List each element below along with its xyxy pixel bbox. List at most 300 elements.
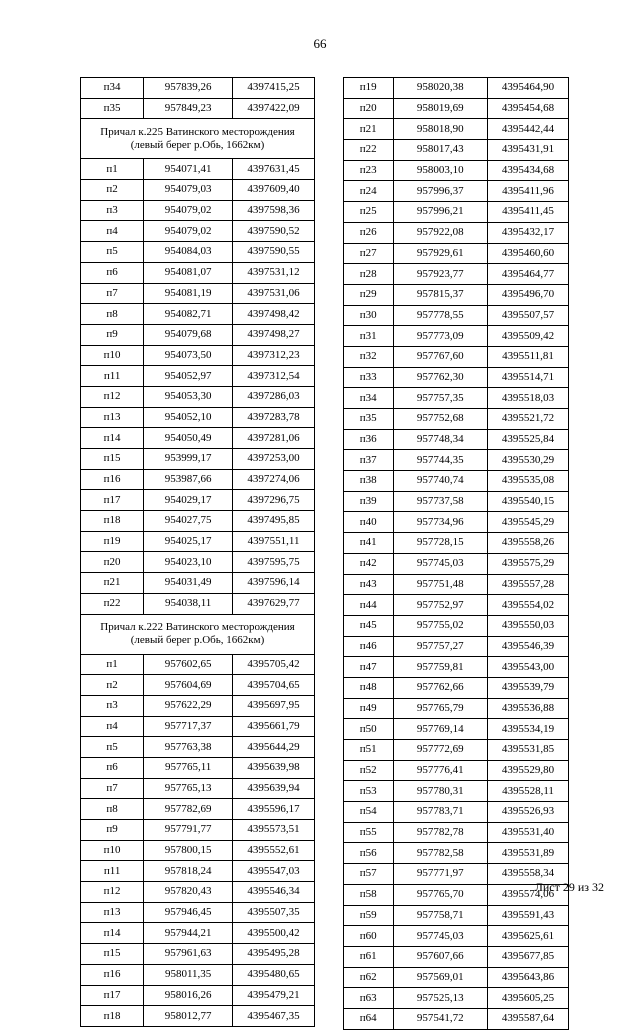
table-row bbox=[344, 905, 569, 926]
x-coordinate-cell: 957818,24 bbox=[144, 861, 233, 882]
table-row bbox=[81, 737, 315, 758]
table-row bbox=[81, 882, 315, 903]
table-row bbox=[344, 450, 569, 471]
x-coordinate-cell: 957717,37 bbox=[144, 716, 233, 737]
table-row bbox=[344, 636, 569, 657]
y-coordinate-cell: 4395543,00 bbox=[488, 657, 569, 678]
point-id-cell: п18 bbox=[81, 1006, 144, 1027]
y-coordinate-cell: 4397595,75 bbox=[233, 552, 315, 573]
y-coordinate-cell: 4395575,29 bbox=[488, 553, 569, 574]
x-coordinate-cell: 957769,14 bbox=[393, 719, 488, 740]
point-id-cell: п31 bbox=[344, 326, 394, 347]
y-coordinate-cell: 4395558,34 bbox=[488, 864, 569, 885]
y-coordinate-cell: 4395518,03 bbox=[488, 388, 569, 409]
table-row bbox=[344, 760, 569, 781]
table-row bbox=[81, 180, 315, 201]
x-coordinate-cell: 958003,10 bbox=[393, 160, 488, 181]
point-id-cell: п10 bbox=[81, 840, 144, 861]
x-coordinate-cell: 957569,01 bbox=[393, 967, 488, 988]
table-row bbox=[344, 553, 569, 574]
y-coordinate-cell: 4395547,03 bbox=[233, 861, 315, 882]
table-row bbox=[81, 757, 315, 778]
y-coordinate-cell: 4395539,79 bbox=[488, 677, 569, 698]
y-coordinate-cell: 4395605,25 bbox=[488, 988, 569, 1009]
table-row bbox=[81, 675, 315, 696]
point-id-cell: п6 bbox=[81, 262, 144, 283]
page-number: 66 bbox=[313, 36, 327, 51]
table-row bbox=[81, 366, 315, 387]
x-coordinate-cell: 957541,72 bbox=[393, 1008, 488, 1029]
x-coordinate-cell: 957815,37 bbox=[393, 284, 488, 305]
table-row bbox=[81, 386, 315, 407]
y-coordinate-cell: 4395509,42 bbox=[488, 326, 569, 347]
point-id-cell: п5 bbox=[81, 737, 144, 758]
x-coordinate-cell: 953999,17 bbox=[144, 449, 233, 470]
x-coordinate-cell: 957820,43 bbox=[144, 882, 233, 903]
y-coordinate-cell: 4395526,93 bbox=[488, 802, 569, 823]
y-coordinate-cell: 4395514,71 bbox=[488, 367, 569, 388]
y-coordinate-cell: 4395625,61 bbox=[488, 926, 569, 947]
point-id-cell: п19 bbox=[81, 531, 144, 552]
point-id-cell: п4 bbox=[81, 221, 144, 242]
x-coordinate-cell: 957740,74 bbox=[393, 471, 488, 492]
table-row bbox=[81, 593, 315, 614]
y-coordinate-cell: 4397631,45 bbox=[233, 159, 315, 180]
point-id-cell: п7 bbox=[81, 778, 144, 799]
table-row bbox=[344, 160, 569, 181]
point-id-cell: п3 bbox=[81, 200, 144, 221]
table-row bbox=[344, 388, 569, 409]
point-id-cell: п25 bbox=[344, 202, 394, 223]
x-coordinate-cell: 953987,66 bbox=[144, 469, 233, 490]
x-coordinate-cell: 954053,30 bbox=[144, 386, 233, 407]
point-id-cell: п29 bbox=[344, 284, 394, 305]
x-coordinate-cell: 957763,38 bbox=[144, 737, 233, 758]
y-coordinate-cell: 4395573,51 bbox=[233, 820, 315, 841]
x-coordinate-cell: 957759,81 bbox=[393, 657, 488, 678]
point-id-cell: п1 bbox=[81, 159, 144, 180]
point-id-cell: п53 bbox=[344, 781, 394, 802]
x-coordinate-cell: 954071,41 bbox=[144, 159, 233, 180]
y-coordinate-cell: 4397296,75 bbox=[233, 490, 315, 511]
table-row bbox=[344, 533, 569, 554]
point-id-cell: п39 bbox=[344, 491, 394, 512]
table-row bbox=[81, 902, 315, 923]
y-coordinate-cell: 4397253,00 bbox=[233, 449, 315, 470]
point-id-cell: п51 bbox=[344, 740, 394, 761]
table-row bbox=[344, 926, 569, 947]
x-coordinate-cell: 954084,03 bbox=[144, 242, 233, 263]
table-row bbox=[344, 471, 569, 492]
x-coordinate-cell: 957783,71 bbox=[393, 802, 488, 823]
point-id-cell: п6 bbox=[81, 757, 144, 778]
x-coordinate-cell: 954079,03 bbox=[144, 180, 233, 201]
x-coordinate-cell: 957800,15 bbox=[144, 840, 233, 861]
x-coordinate-cell: 957776,41 bbox=[393, 760, 488, 781]
table-row bbox=[344, 98, 569, 119]
y-coordinate-cell: 4395454,68 bbox=[488, 98, 569, 119]
y-coordinate-cell: 4395467,35 bbox=[233, 1006, 315, 1027]
table-row bbox=[81, 654, 315, 675]
x-coordinate-cell: 954023,10 bbox=[144, 552, 233, 573]
table-row bbox=[81, 840, 315, 861]
y-coordinate-cell: 4395496,70 bbox=[488, 284, 569, 305]
y-coordinate-cell: 4395531,89 bbox=[488, 843, 569, 864]
y-coordinate-cell: 4395557,28 bbox=[488, 574, 569, 595]
point-id-cell: п30 bbox=[344, 305, 394, 326]
point-id-cell: п43 bbox=[344, 574, 394, 595]
point-id-cell: п46 bbox=[344, 636, 394, 657]
table-row bbox=[81, 407, 315, 428]
y-coordinate-cell: 4395697,95 bbox=[233, 695, 315, 716]
x-coordinate-cell: 957778,55 bbox=[393, 305, 488, 326]
point-id-cell: п10 bbox=[81, 345, 144, 366]
point-id-cell: п9 bbox=[81, 820, 144, 841]
point-id-cell: п55 bbox=[344, 822, 394, 843]
x-coordinate-cell: 958011,35 bbox=[144, 964, 233, 985]
y-coordinate-cell: 4395529,80 bbox=[488, 760, 569, 781]
y-coordinate-cell: 4395591,43 bbox=[488, 905, 569, 926]
point-id-cell: п13 bbox=[81, 407, 144, 428]
table-row bbox=[344, 740, 569, 761]
x-coordinate-cell: 958020,38 bbox=[393, 78, 488, 99]
point-id-cell: п18 bbox=[81, 511, 144, 532]
point-id-cell: п19 bbox=[344, 78, 394, 99]
x-coordinate-cell: 957607,66 bbox=[393, 946, 488, 967]
table-row bbox=[344, 409, 569, 430]
table-row bbox=[344, 967, 569, 988]
section-header-row bbox=[81, 119, 315, 159]
point-id-cell: п58 bbox=[344, 884, 394, 905]
point-id-cell: п15 bbox=[81, 944, 144, 965]
y-coordinate-cell: 4395587,64 bbox=[488, 1008, 569, 1029]
y-coordinate-cell: 4395521,72 bbox=[488, 409, 569, 430]
table-row bbox=[344, 719, 569, 740]
y-coordinate-cell: 4395644,29 bbox=[233, 737, 315, 758]
table-row bbox=[81, 695, 315, 716]
x-coordinate-cell: 957944,21 bbox=[144, 923, 233, 944]
table-row bbox=[81, 428, 315, 449]
point-id-cell: п34 bbox=[81, 78, 144, 99]
point-id-cell: п9 bbox=[81, 324, 144, 345]
x-coordinate-cell: 954079,68 bbox=[144, 324, 233, 345]
point-id-cell: п34 bbox=[344, 388, 394, 409]
x-coordinate-cell: 957604,69 bbox=[144, 675, 233, 696]
y-coordinate-cell: 4397498,42 bbox=[233, 304, 315, 325]
point-id-cell: п7 bbox=[81, 283, 144, 304]
sheet-footer: Лист 29 из 32 bbox=[534, 880, 604, 894]
y-coordinate-cell: 4395464,90 bbox=[488, 78, 569, 99]
x-coordinate-cell: 957782,58 bbox=[393, 843, 488, 864]
x-coordinate-cell: 957946,45 bbox=[144, 902, 233, 923]
point-id-cell: п63 bbox=[344, 988, 394, 1009]
table-row bbox=[81, 552, 315, 573]
table-row bbox=[81, 923, 315, 944]
point-id-cell: п17 bbox=[81, 490, 144, 511]
x-coordinate-cell: 957752,68 bbox=[393, 409, 488, 430]
x-coordinate-cell: 954081,07 bbox=[144, 262, 233, 283]
point-id-cell: п49 bbox=[344, 698, 394, 719]
table-row bbox=[81, 531, 315, 552]
y-coordinate-cell: 4395500,42 bbox=[233, 923, 315, 944]
table-row bbox=[81, 345, 315, 366]
point-id-cell: п21 bbox=[344, 119, 394, 140]
point-id-cell: п44 bbox=[344, 595, 394, 616]
y-coordinate-cell: 4395546,34 bbox=[233, 882, 315, 903]
table-row bbox=[344, 346, 569, 367]
point-id-cell: п61 bbox=[344, 946, 394, 967]
point-id-cell: п33 bbox=[344, 367, 394, 388]
y-coordinate-cell: 4395677,85 bbox=[488, 946, 569, 967]
table-row bbox=[344, 843, 569, 864]
table-row bbox=[81, 469, 315, 490]
point-id-cell: п17 bbox=[81, 985, 144, 1006]
x-coordinate-cell: 957757,35 bbox=[393, 388, 488, 409]
x-coordinate-cell: 954025,17 bbox=[144, 531, 233, 552]
point-id-cell: п12 bbox=[81, 386, 144, 407]
x-coordinate-cell: 958012,77 bbox=[144, 1006, 233, 1027]
table-row bbox=[81, 820, 315, 841]
y-coordinate-cell: 4395431,91 bbox=[488, 140, 569, 161]
point-id-cell: п32 bbox=[344, 346, 394, 367]
point-id-cell: п37 bbox=[344, 450, 394, 471]
x-coordinate-cell: 957602,65 bbox=[144, 654, 233, 675]
table-row bbox=[344, 802, 569, 823]
point-id-cell: п14 bbox=[81, 923, 144, 944]
y-coordinate-cell: 4395643,86 bbox=[488, 967, 569, 988]
table-row bbox=[344, 326, 569, 347]
table-row bbox=[344, 264, 569, 285]
table-row bbox=[344, 677, 569, 698]
y-coordinate-cell: 4395460,60 bbox=[488, 243, 569, 264]
x-coordinate-cell: 957780,31 bbox=[393, 781, 488, 802]
point-id-cell: п47 bbox=[344, 657, 394, 678]
y-coordinate-cell: 4397283,78 bbox=[233, 407, 315, 428]
x-coordinate-cell: 957744,35 bbox=[393, 450, 488, 471]
x-coordinate-cell: 957765,13 bbox=[144, 778, 233, 799]
point-id-cell: п14 bbox=[81, 428, 144, 449]
point-id-cell: п13 bbox=[81, 902, 144, 923]
y-coordinate-cell: 4395540,15 bbox=[488, 491, 569, 512]
y-coordinate-cell: 4395545,29 bbox=[488, 512, 569, 533]
table-row bbox=[81, 985, 315, 1006]
y-coordinate-cell: 4395639,98 bbox=[233, 757, 315, 778]
y-coordinate-cell: 4397274,06 bbox=[233, 469, 315, 490]
point-id-cell: п2 bbox=[81, 675, 144, 696]
y-coordinate-cell: 4395528,11 bbox=[488, 781, 569, 802]
x-coordinate-cell: 957765,11 bbox=[144, 757, 233, 778]
x-coordinate-cell: 957996,37 bbox=[393, 181, 488, 202]
table-row bbox=[344, 222, 569, 243]
table-row bbox=[81, 944, 315, 965]
point-id-cell: п24 bbox=[344, 181, 394, 202]
point-id-cell: п8 bbox=[81, 304, 144, 325]
point-id-cell: п36 bbox=[344, 429, 394, 450]
x-coordinate-cell: 957762,66 bbox=[393, 677, 488, 698]
point-id-cell: п26 bbox=[344, 222, 394, 243]
point-id-cell: п21 bbox=[81, 573, 144, 594]
x-coordinate-cell: 954050,49 bbox=[144, 428, 233, 449]
point-id-cell: п64 bbox=[344, 1008, 394, 1029]
x-coordinate-cell: 957996,21 bbox=[393, 202, 488, 223]
point-id-cell: п16 bbox=[81, 964, 144, 985]
table-row bbox=[81, 200, 315, 221]
x-coordinate-cell: 957772,69 bbox=[393, 740, 488, 761]
table-row bbox=[344, 491, 569, 512]
table-row bbox=[81, 242, 315, 263]
y-coordinate-cell: 4397415,25 bbox=[233, 78, 315, 99]
table-row bbox=[344, 78, 569, 99]
y-coordinate-cell: 4395511,81 bbox=[488, 346, 569, 367]
table-row bbox=[344, 181, 569, 202]
y-coordinate-cell: 4397498,27 bbox=[233, 324, 315, 345]
table-row bbox=[81, 799, 315, 820]
x-coordinate-cell: 957782,69 bbox=[144, 799, 233, 820]
table-row bbox=[344, 946, 569, 967]
x-coordinate-cell: 957737,58 bbox=[393, 491, 488, 512]
x-coordinate-cell: 954079,02 bbox=[144, 221, 233, 242]
x-coordinate-cell: 954029,17 bbox=[144, 490, 233, 511]
x-coordinate-cell: 957752,97 bbox=[393, 595, 488, 616]
table-row bbox=[81, 861, 315, 882]
table-row bbox=[344, 140, 569, 161]
x-coordinate-cell: 957767,60 bbox=[393, 346, 488, 367]
x-coordinate-cell: 957765,79 bbox=[393, 698, 488, 719]
table-row bbox=[81, 449, 315, 470]
point-id-cell: п4 bbox=[81, 716, 144, 737]
y-coordinate-cell: 4397495,85 bbox=[233, 511, 315, 532]
y-coordinate-cell: 4395464,77 bbox=[488, 264, 569, 285]
y-coordinate-cell: 4397312,23 bbox=[233, 345, 315, 366]
y-coordinate-cell: 4395705,42 bbox=[233, 654, 315, 675]
y-coordinate-cell: 4395558,26 bbox=[488, 533, 569, 554]
point-id-cell: п5 bbox=[81, 242, 144, 263]
point-id-cell: п20 bbox=[81, 552, 144, 573]
table-row bbox=[344, 698, 569, 719]
point-id-cell: п40 bbox=[344, 512, 394, 533]
point-id-cell: п2 bbox=[81, 180, 144, 201]
table-row bbox=[344, 822, 569, 843]
point-id-cell: п20 bbox=[344, 98, 394, 119]
x-coordinate-cell: 957961,63 bbox=[144, 944, 233, 965]
x-coordinate-cell: 954052,10 bbox=[144, 407, 233, 428]
x-coordinate-cell: 957755,02 bbox=[393, 615, 488, 636]
x-coordinate-cell: 957839,26 bbox=[144, 78, 233, 99]
x-coordinate-cell: 957922,08 bbox=[393, 222, 488, 243]
y-coordinate-cell: 4395546,39 bbox=[488, 636, 569, 657]
y-coordinate-cell: 4395507,57 bbox=[488, 305, 569, 326]
y-coordinate-cell: 4395525,84 bbox=[488, 429, 569, 450]
y-coordinate-cell: 4397629,77 bbox=[233, 593, 315, 614]
point-id-cell: п11 bbox=[81, 861, 144, 882]
point-id-cell: п48 bbox=[344, 677, 394, 698]
table-row bbox=[344, 574, 569, 595]
point-id-cell: п8 bbox=[81, 799, 144, 820]
y-coordinate-cell: 4397609,40 bbox=[233, 180, 315, 201]
y-coordinate-cell: 4395411,96 bbox=[488, 181, 569, 202]
x-coordinate-cell: 954081,19 bbox=[144, 283, 233, 304]
table-row bbox=[81, 511, 315, 532]
y-coordinate-cell: 4397590,55 bbox=[233, 242, 315, 263]
table-row bbox=[81, 262, 315, 283]
y-coordinate-cell: 4397531,06 bbox=[233, 283, 315, 304]
point-id-cell: п56 bbox=[344, 843, 394, 864]
point-id-cell: п15 bbox=[81, 449, 144, 470]
point-id-cell: п11 bbox=[81, 366, 144, 387]
point-id-cell: п23 bbox=[344, 160, 394, 181]
x-coordinate-cell: 958019,69 bbox=[393, 98, 488, 119]
table-row bbox=[81, 1006, 315, 1027]
y-coordinate-cell: 4395411,45 bbox=[488, 202, 569, 223]
table-row bbox=[344, 284, 569, 305]
y-coordinate-cell: 4395507,35 bbox=[233, 902, 315, 923]
section-title: Причал к.222 Ватинского месторождения (левый берег р.Обь, 1662км) bbox=[81, 614, 315, 654]
y-coordinate-cell: 4395479,21 bbox=[233, 985, 315, 1006]
coordinates-table-left bbox=[80, 77, 315, 1027]
y-coordinate-cell: 4397281,06 bbox=[233, 428, 315, 449]
table-row bbox=[344, 119, 569, 140]
point-id-cell: п54 bbox=[344, 802, 394, 823]
x-coordinate-cell: 954031,49 bbox=[144, 573, 233, 594]
x-coordinate-cell: 954073,50 bbox=[144, 345, 233, 366]
x-coordinate-cell: 957525,13 bbox=[393, 988, 488, 1009]
point-id-cell: п62 bbox=[344, 967, 394, 988]
x-coordinate-cell: 957728,15 bbox=[393, 533, 488, 554]
y-coordinate-cell: 4395552,61 bbox=[233, 840, 315, 861]
x-coordinate-cell: 954052,97 bbox=[144, 366, 233, 387]
x-coordinate-cell: 957923,77 bbox=[393, 264, 488, 285]
y-coordinate-cell: 4397590,52 bbox=[233, 221, 315, 242]
y-coordinate-cell: 4395554,02 bbox=[488, 595, 569, 616]
x-coordinate-cell: 954038,11 bbox=[144, 593, 233, 614]
point-id-cell: п22 bbox=[81, 593, 144, 614]
point-id-cell: п52 bbox=[344, 760, 394, 781]
y-coordinate-cell: 4395432,17 bbox=[488, 222, 569, 243]
x-coordinate-cell: 954079,02 bbox=[144, 200, 233, 221]
table-row bbox=[81, 159, 315, 180]
table-row bbox=[81, 78, 315, 99]
point-id-cell: п59 bbox=[344, 905, 394, 926]
point-id-cell: п41 bbox=[344, 533, 394, 554]
table-row bbox=[81, 98, 315, 119]
x-coordinate-cell: 957782,78 bbox=[393, 822, 488, 843]
y-coordinate-cell: 4395535,08 bbox=[488, 471, 569, 492]
y-coordinate-cell: 4395661,79 bbox=[233, 716, 315, 737]
table-row bbox=[81, 716, 315, 737]
section-header-row bbox=[81, 614, 315, 654]
y-coordinate-cell: 4395550,03 bbox=[488, 615, 569, 636]
point-id-cell: п28 bbox=[344, 264, 394, 285]
x-coordinate-cell: 958018,90 bbox=[393, 119, 488, 140]
table-row bbox=[81, 221, 315, 242]
x-coordinate-cell: 957771,97 bbox=[393, 864, 488, 885]
table-row bbox=[344, 305, 569, 326]
table-row bbox=[344, 1008, 569, 1029]
table-row bbox=[344, 429, 569, 450]
table-row bbox=[344, 202, 569, 223]
table-row bbox=[81, 573, 315, 594]
y-coordinate-cell: 4395531,85 bbox=[488, 740, 569, 761]
point-id-cell: п45 bbox=[344, 615, 394, 636]
y-coordinate-cell: 4397598,36 bbox=[233, 200, 315, 221]
point-id-cell: п35 bbox=[81, 98, 144, 119]
x-coordinate-cell: 957748,34 bbox=[393, 429, 488, 450]
x-coordinate-cell: 957734,96 bbox=[393, 512, 488, 533]
y-coordinate-cell: 4397312,54 bbox=[233, 366, 315, 387]
x-coordinate-cell: 958017,43 bbox=[393, 140, 488, 161]
point-id-cell: п42 bbox=[344, 553, 394, 574]
point-id-cell: п22 bbox=[344, 140, 394, 161]
